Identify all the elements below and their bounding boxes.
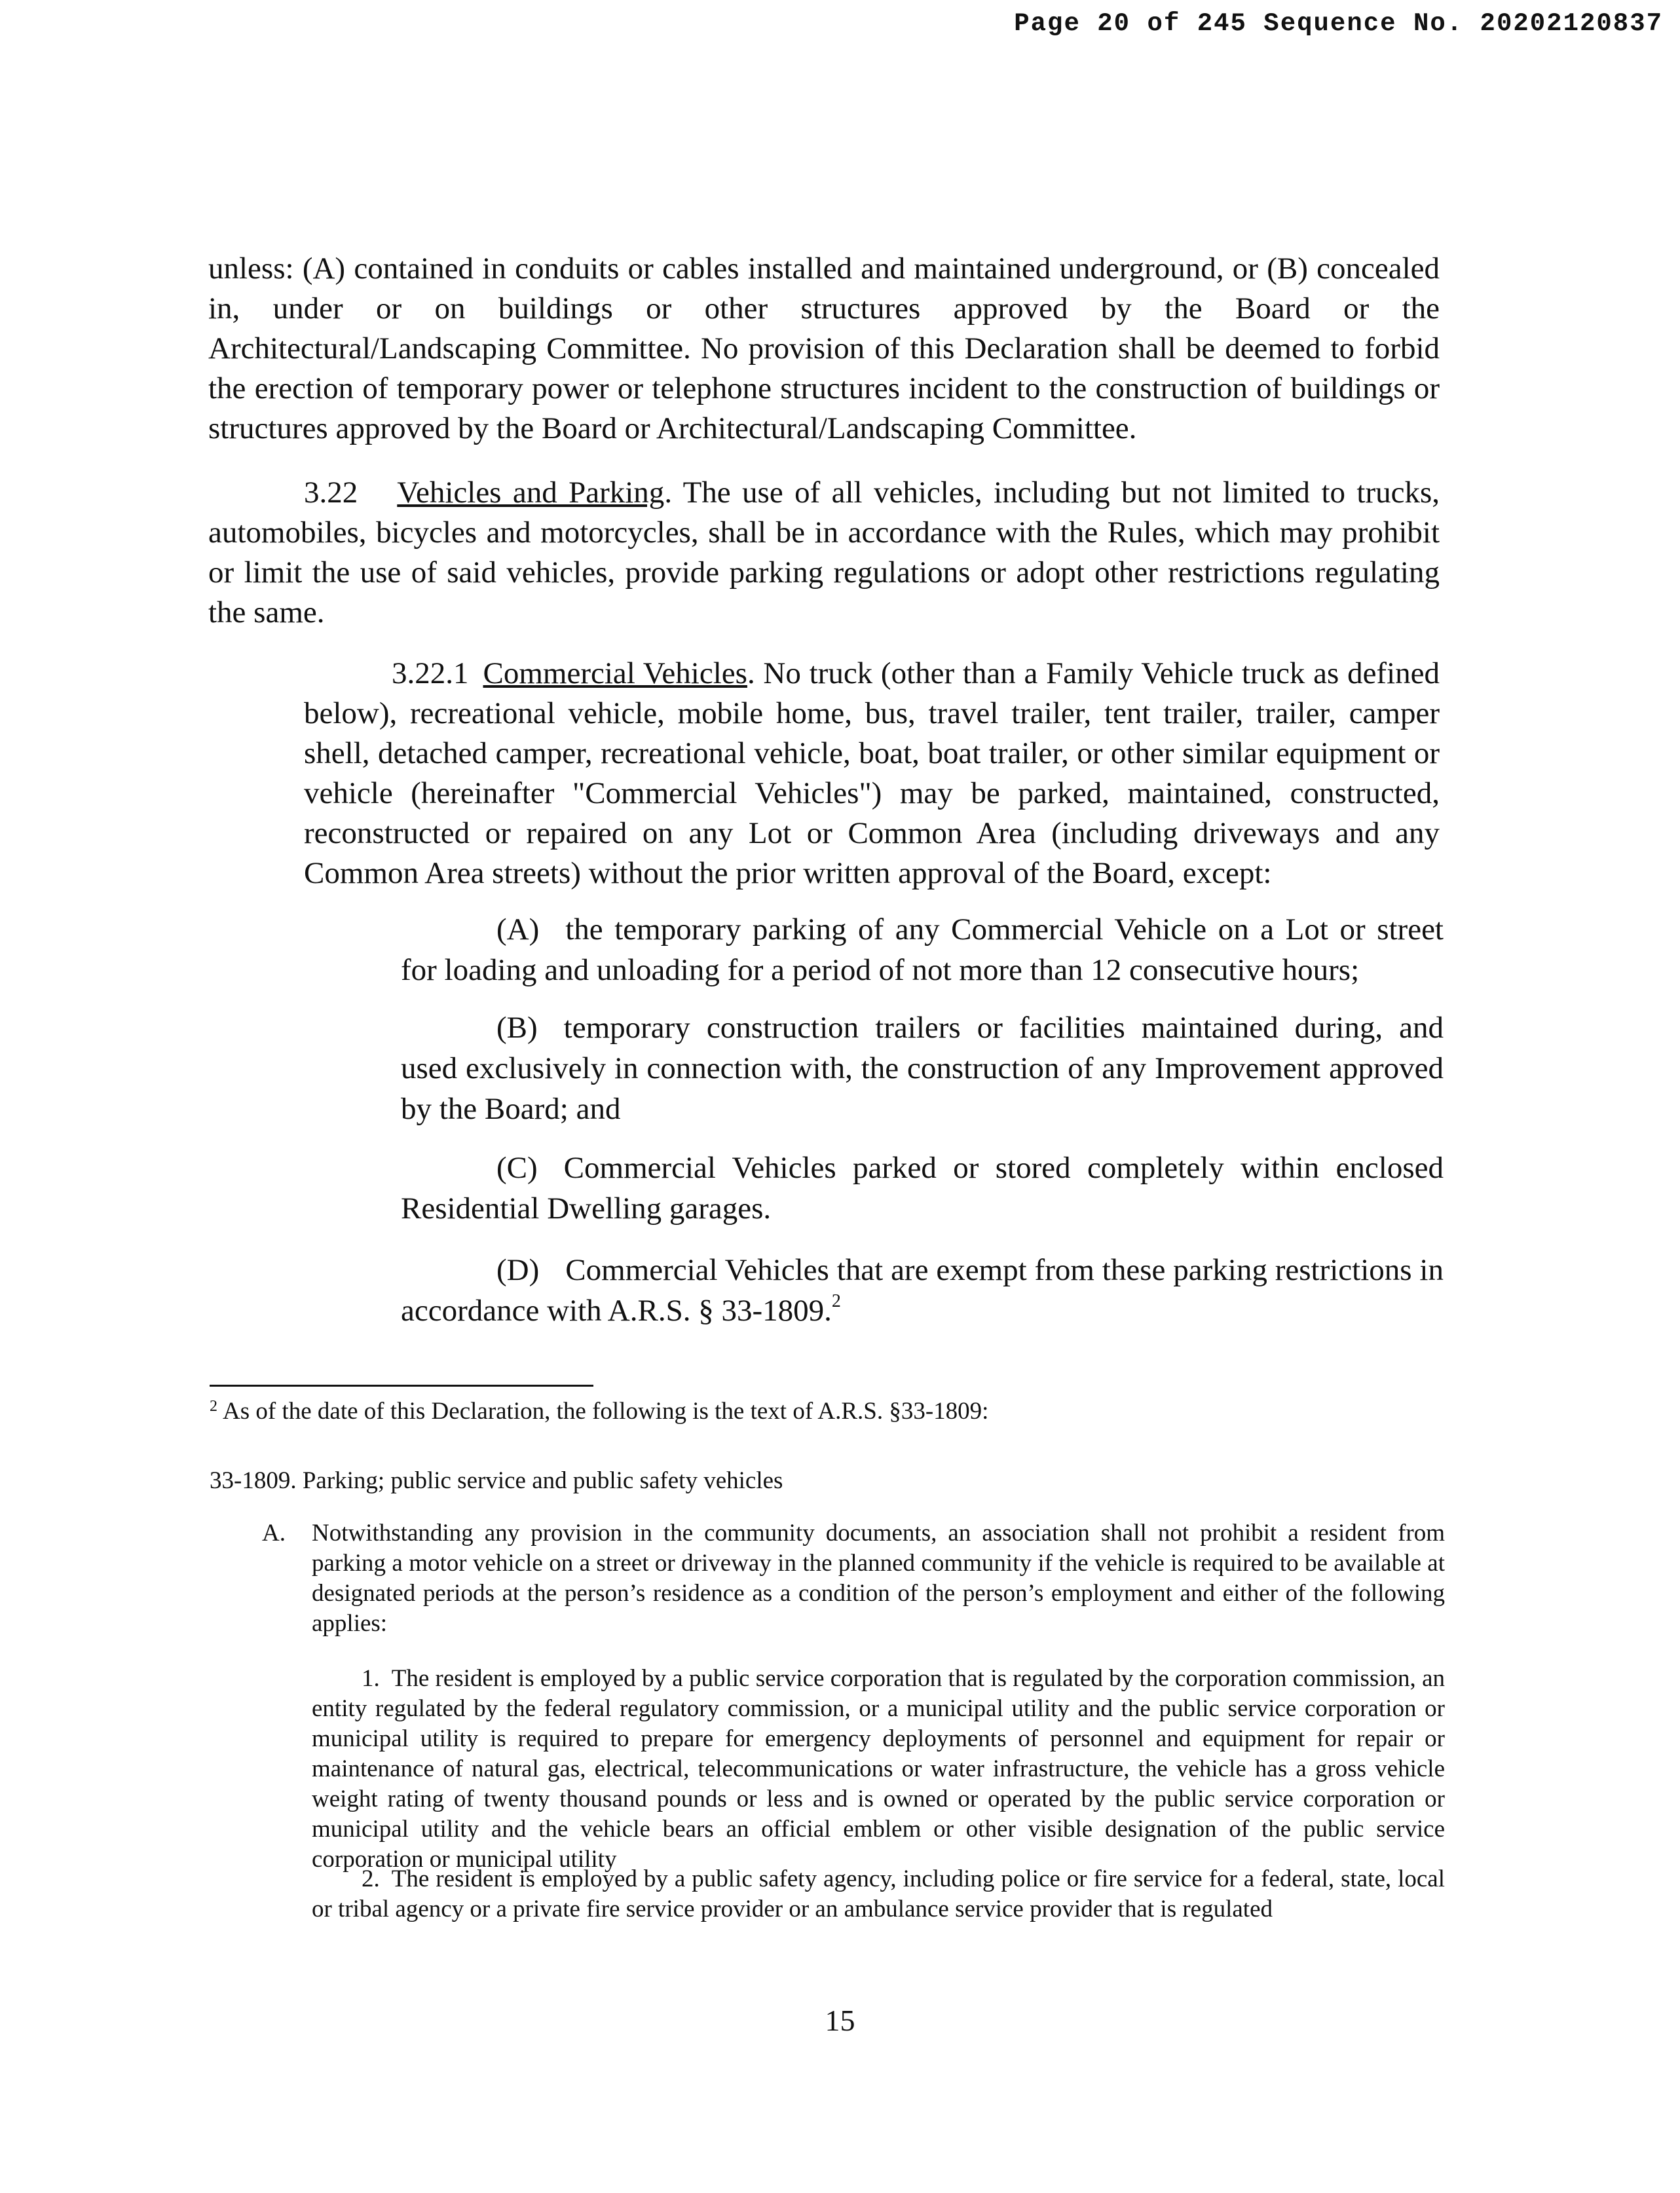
exception-text: Commercial Vehicles parked or stored completely within enclosed Residential Dwelling garages. — [401, 1151, 1444, 1226]
footnote-marker: 2 — [210, 1398, 217, 1415]
intro-text: unless: (A) contained in conduits or cables installed and maintained underground, or (B) concealed in, under or on buildings or other structures approved by the Board or the Architectural/Landscaping Committee. No provision of this Declaration shall be deemed to forbid the erection of temporary power or telephone structures incident to the construction of buildings or structures approved by the Board or Architectural/Landscaping Committee. — [208, 252, 1440, 445]
exception-text: temporary construction trailers or facilities maintained during, and used exclusively in connection with, the construction of any Improvement approved by the Board; and — [401, 1011, 1444, 1126]
section-3-22-1-title: Commercial Vehicles — [483, 656, 747, 690]
section-3-22-1-body: . No truck (other than a Family Vehicle truck as defined below), recreational vehicle, mobile home, bus, travel trailer, tent trailer, trailer, camper shell, detached camper, recreational vehicle, boat, boat trailer, or other similar equipment or vehicle (hereinafter "Commercial Vehicles") may be parked, maintained, constructed, reconstructed or repaired on any Lot or Common Area (including driveways and any Common Area streets) without the prior written approval of the Board, except: — [304, 656, 1440, 890]
exception-item-a — [401, 909, 1444, 990]
footnote-intro-text: As of the date of this Declaration, the following is the text of A.R.S. §33-1809: — [223, 1398, 989, 1425]
exception-label: (B) — [496, 1011, 538, 1045]
point-label: 2. — [362, 1865, 380, 1892]
intro-paragraph — [208, 249, 1440, 449]
statute-subsection-a — [262, 1518, 1445, 1639]
section-3-22-body: . The use of all vehicles, including but not limited to trucks, automobiles, bicycles and motorcycles, shall be in accordance with the Rules, which may prohibit or limit the use of said vehicles, provide parking regulations or adopt other restrictions regulating the same. — [208, 476, 1440, 629]
subsection-text: Notwithstanding any provision in the community documents, an association shall not prohibit a resident from parking a motor vehicle on a street or driveway in the planned community if the vehicle is required to be available at designated periods at the person’s residence as a condition of the person’s employment and either of the following applies: — [312, 1520, 1445, 1637]
section-3-22-paragraph — [208, 473, 1440, 633]
section-3-22-1-paragraph — [304, 654, 1440, 893]
exception-item-c — [401, 1148, 1444, 1229]
exception-item-b — [401, 1007, 1444, 1129]
page-number: 15 — [825, 2004, 855, 2037]
point-text: The resident is employed by a public service corporation that is regulated by the corporation commission, an entity regulated by the federal regulatory commission, or a municipal utility and the public service corporation or municipal utility is required to prepare for emergency deployments of personnel and equipment for repair or maintenance of natural gas, electrical, telecommunications or water infrastructure, the vehicle has a gross vehicle weight rating of twenty thousand pounds or less and is owned or operated by the public service corporation or municipal utility and the vehicle bears an official emblem or other visible designation of the public service corporation or municipal utility — [312, 1665, 1445, 1873]
subsection-label: A. — [262, 1520, 286, 1546]
section-3-22 — [208, 473, 1440, 633]
exception-text: the temporary parking of any Commercial Vehicle on a Lot or street for loading and unloading for a period of not more than 12 consecutive hours; — [401, 912, 1444, 987]
footnote-reference[interactable]: 2 — [831, 1291, 841, 1312]
statute-point-2 — [312, 1864, 1445, 1924]
exception-label: (C) — [496, 1151, 538, 1185]
section-3-22-title: Vehicles and Parking — [397, 476, 665, 510]
statute-point-1 — [312, 1664, 1445, 1875]
point-label: 1. — [362, 1665, 380, 1692]
section-3-22-1-number: 3.22.1 — [392, 656, 469, 690]
section-3-22-number: 3.22 — [304, 476, 358, 510]
exception-item-d — [401, 1250, 1444, 1331]
footnote-divider — [210, 1385, 593, 1387]
exception-label: (A) — [496, 912, 540, 947]
exception-text: Commercial Vehicles that are exempt from these parking restrictions in accordance with A.R.S. § 33-1809. — [401, 1253, 1444, 1328]
statute-title: 33-1809. Parking; public service and public safety vehicles — [210, 1467, 783, 1494]
page-header: Page 20 of 245 Sequence No. 20202120837 — [1014, 9, 1663, 38]
exception-label: (D) — [496, 1253, 540, 1287]
point-text: The resident is employed by a public safety agency, including police or fire service for a federal, state, local or tribal agency or a private fire service provider or an ambulance service provider that is regulated — [312, 1865, 1445, 1922]
section-3-22-1 — [304, 654, 1440, 893]
footnote-intro — [210, 1396, 1441, 1429]
